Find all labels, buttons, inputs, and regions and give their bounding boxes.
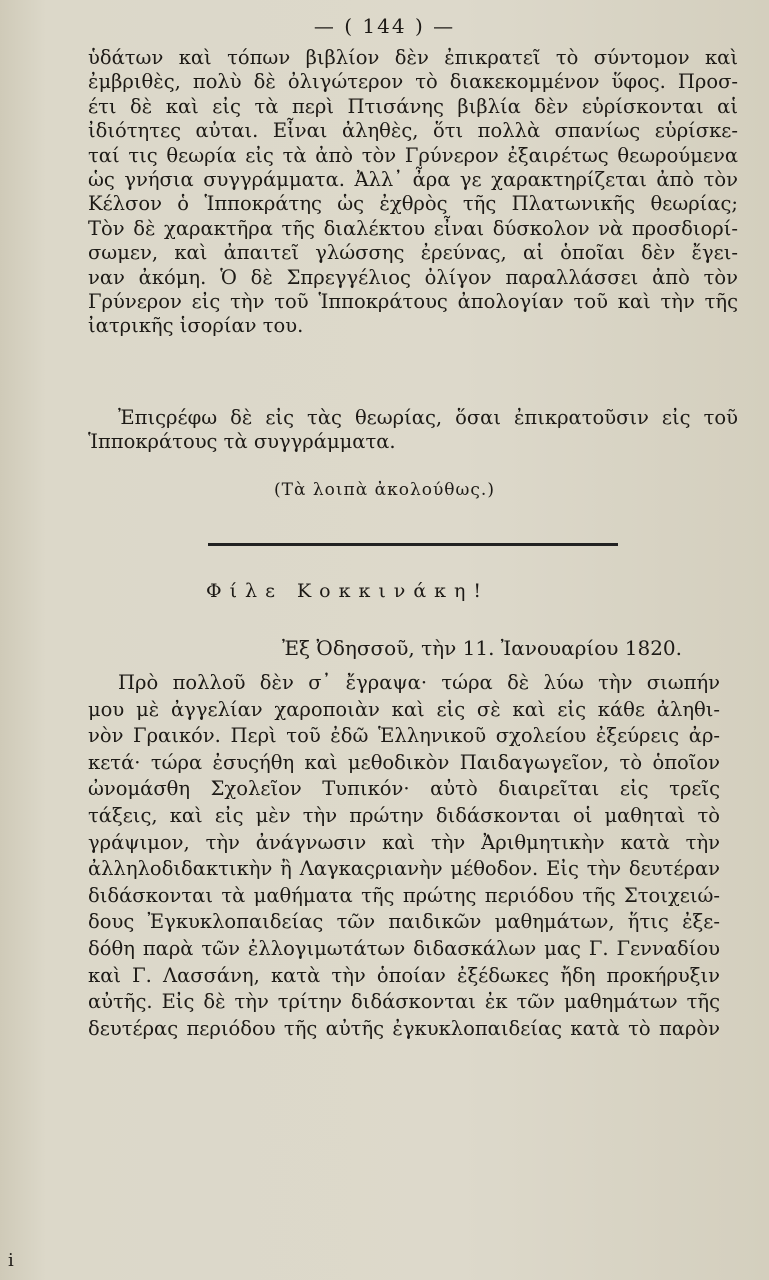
text-line: Ἐπιςρέφω δὲ εἰς τὰς θεωρίας, ὅσαι ἐπικρατοῦσιν εἰς τοῦ — [118, 406, 738, 429]
text-line: κετά· τώρα ἐσυςήθη καὶ μεθοδικὸν Παιδαγωγεῖον, τὸ ὁποῖον — [88, 750, 720, 774]
text-line: διδάσκονται τὰ μαθήματα τῆς πρώτης περιόδου τῆς Στοιχειώ- — [88, 883, 720, 907]
text-line: δους Ἐγκυκλοπαιδείας τῶν παιδικῶν μαθημάτων, ἥτις ἐξε- — [88, 910, 720, 934]
text-line: αὐτῆς. Εἰς δὲ τὴν τρίτην διδάσκονται ἐκ τῶν μαθημάτων τῆς — [88, 990, 720, 1014]
text-line: Πρὸ πολλοῦ δὲν σ᾽ ἔγραψα· τώρα δὲ λύω τὴν σιωπήν — [118, 671, 720, 694]
continuation-note: (Τὰ λοιπὰ ἀκολούθως.) — [274, 480, 495, 500]
text-line: ὠνομάσθη Σχολεῖον Τυπικόν· αὐτὸ διαιρεῖται εἰς τρεῖς — [88, 777, 720, 801]
text-line: δευτέρας περιόδου τῆς αὐτῆς ἐγκυκλοπαιδείας κατὰ τὸ παρὸν — [88, 1016, 720, 1040]
section-1-paragraph-2 — [88, 406, 738, 455]
page-number: — ( 144 ) — — [313, 14, 456, 38]
text-line: μου μὲ ἀγγελίαν χαροποιὰν καὶ εἰς σὲ καὶ εἰς κάθε ἀληθι- — [88, 697, 720, 721]
text-line: ἐμβριθὲς, πολὺ δὲ ὀλιγώτερον τὸ διακεκομμένον ὕφος. Προσ- — [88, 70, 738, 94]
salutation: Φίλε Κοκκινάκη! — [206, 580, 490, 602]
text-line: νὸν Γραικόν. Περὶ τοῦ ἐδῶ Ἑλληνικοῦ σχολείου ἐξεύρεις ἀρ- — [88, 724, 720, 748]
text-line: τάξεις, καὶ εἰς μὲν τὴν πρώτην διδάσκονται οἱ μαθηταὶ τὸ — [88, 803, 720, 827]
text-line: έτι δὲ καὶ εἰς τὰ περὶ Πτισάνης βιβλία δὲν εὑρίσκονται αἱ — [88, 94, 738, 118]
text-line: καὶ Γ. Λασσάνη, κατὰ τὴν ὁποίαν ἐξέδωκες ἤδη προκήρυξιν — [88, 963, 720, 987]
text-line: δόθη παρὰ τῶν ἐλλογιμωτάτων διδασκάλων μας Γ. Γενναδίου — [88, 936, 720, 960]
text-line: ὑδάτων καὶ τόπων βιβλίον δὲν ἐπικρατεῖ τὸ σύντομον καὶ — [88, 46, 738, 69]
text-line: ἰδιότητες αὐται. Εἶναι ἀληθὲς, ὅτι πολλὰ σπανίως εὑρίσκε- — [88, 119, 738, 143]
text-line: ἀλληλοδιδακτικὴν ἢ Λαγκαςριανὴν μέθοδον. Εἰς τὴν δευτέραν — [88, 857, 720, 881]
section-1-text — [88, 46, 738, 339]
text-line: ναν ἀκόμη. Ὁ δὲ Σπρεγγέλιος ὀλίγον παραλλάσσει ἀπὸ τὸν — [88, 265, 738, 289]
text-line: σωμεν, καὶ ἀπαιτεῖ γλώσσης ἐρεύνας, αἱ ὁποῖαι δὲν ἔγει- — [88, 241, 738, 265]
text-line: Ἱπποκράτους τὰ συγγράμματα. — [88, 430, 396, 454]
section-divider-rule — [208, 543, 618, 546]
text-line: γράψιμον, τὴν ἀνάγνωσιν καὶ τὴν Ἀριθμητικὴν κατὰ τὴν — [88, 830, 720, 854]
text-line: ταί τις θεωρία εἰς τὰ ἀπὸ τὸν Γρύνερον ἐξαιρέτως θεωρούμενα — [88, 143, 738, 167]
section-2-text — [88, 670, 720, 1042]
date-line: Ἐξ Ὀδησσοῦ, τὴν 11. Ἰανουαρίου 1820. — [282, 636, 682, 660]
text-line: Γρύνερον εἰς τὴν τοῦ Ἱπποκράτους ἀπολογίαν τοῦ καὶ τὴν τῆς — [88, 290, 738, 314]
margin-mark: ⅰ — [8, 1250, 14, 1271]
text-line: ὡς γνήσια συγγράμματα. Ἀλλ᾽ ἆρα γε χαρακτηρίζεται ἀπὸ τὸν — [88, 168, 738, 192]
text-line: Τὸν δὲ χαρακτῆρα τῆς διαλέκτου εἶναι δύσκολον νὰ προσδιορί- — [88, 216, 738, 240]
text-line: ἰατρικῆς ἱσορίαν του. — [88, 314, 304, 338]
text-line: Κέλσον ὁ Ἱπποκράτης ὡς ἐχθρὸς τῆς Πλατωνικῆς θεωρίας; — [88, 192, 738, 216]
